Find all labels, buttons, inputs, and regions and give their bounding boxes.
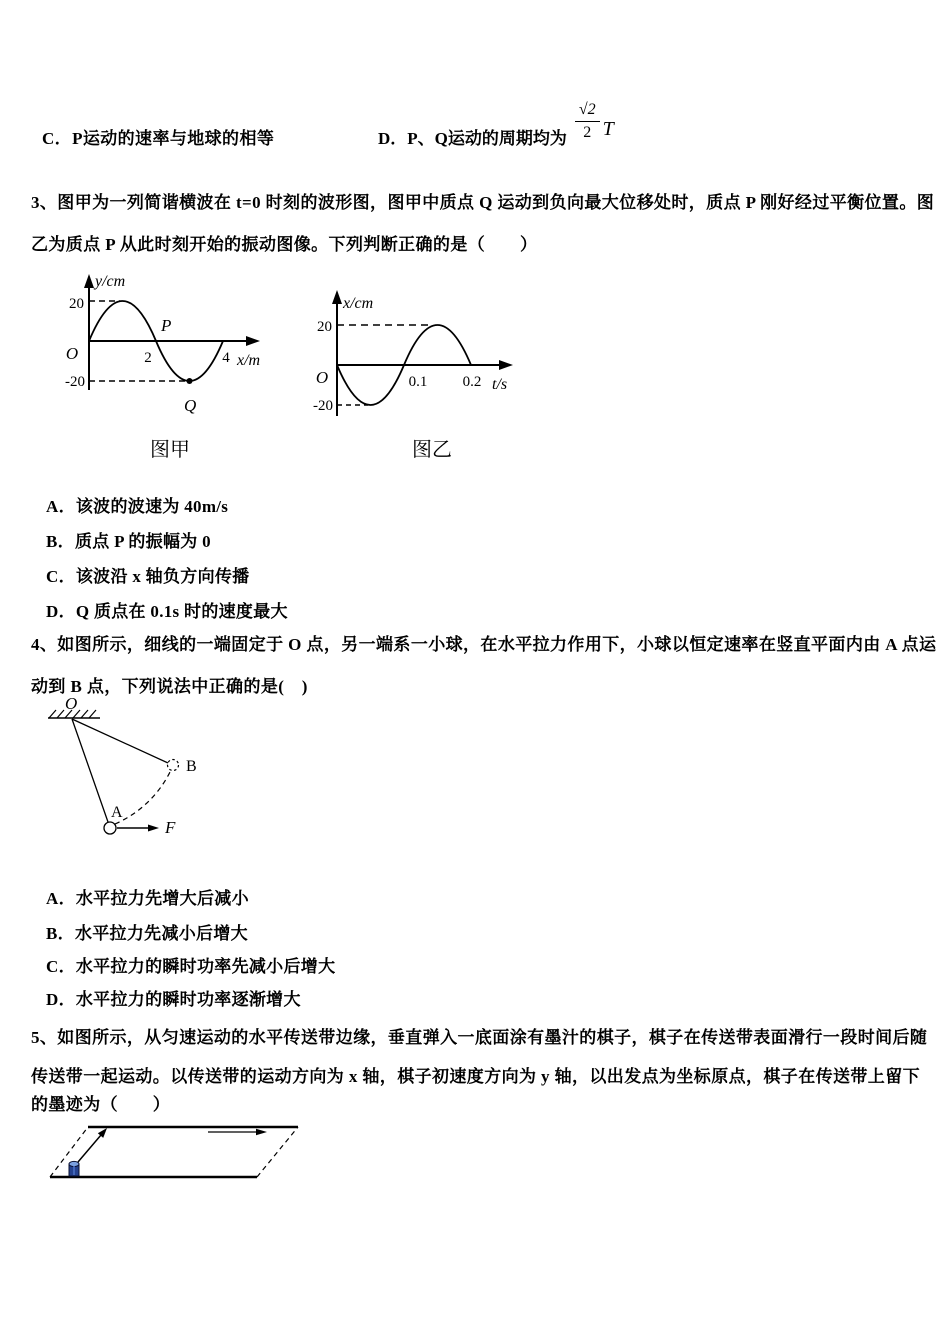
tick-4: 4 bbox=[222, 350, 230, 366]
q4-option-d: D．水平拉力的瞬时功率逐渐增大 bbox=[46, 990, 301, 1009]
chess-piece bbox=[69, 1161, 79, 1176]
tick-20: 20 bbox=[317, 319, 332, 335]
tick-minus20: -20 bbox=[313, 398, 333, 414]
x-axis-label: x/m bbox=[237, 352, 261, 369]
tick-20: 20 bbox=[69, 296, 84, 312]
question5-stem-line2: 传送带一起运动。以传送带的运动方向为 x 轴，棋子初速度方向为 y 轴，以出发点为坐标原点，棋子在传送带上留下 bbox=[31, 1067, 920, 1086]
q4-option-a: A．水平拉力先增大后减小 bbox=[46, 889, 249, 908]
tick-0-2: 0.2 bbox=[462, 374, 482, 390]
fraction-coefficient-T: T bbox=[602, 118, 614, 140]
figure-yi-vibration-graph bbox=[310, 270, 525, 470]
prev-option-d-text: D．P、Q运动的周期均为 bbox=[378, 129, 567, 148]
force-arrow-head-icon bbox=[148, 825, 159, 832]
fraction-numerator: √2 bbox=[575, 100, 600, 122]
q3-option-c: C．该波沿 x 轴负方向传播 bbox=[46, 567, 250, 586]
force-f-label: F bbox=[165, 818, 176, 837]
figure-q5-conveyor-diagram bbox=[45, 1118, 315, 1193]
figure-jia-caption: 图甲 bbox=[150, 439, 190, 461]
point-q-dot bbox=[187, 378, 193, 384]
figure-jia-waveform-graph bbox=[45, 270, 305, 470]
point-a-label: A bbox=[111, 804, 123, 821]
x-axis-arrow-icon bbox=[246, 336, 260, 346]
y-axis-label: y/cm bbox=[95, 273, 126, 290]
initial-velocity-arrow-line bbox=[78, 1135, 101, 1162]
ball-at-a bbox=[104, 822, 116, 834]
q4-option-c: C．水平拉力的瞬时功率先减小后增大 bbox=[46, 957, 336, 976]
y-axis-arrow-icon bbox=[84, 274, 94, 288]
question4-stem-line1: 4、如图所示，细线的一端固定于 O 点，另一端系一小球，在水平拉力作用下，小球以恒定速率在竖直平面内由 A 点运 bbox=[31, 635, 937, 654]
q3-option-b: B．质点 P 的振幅为 0 bbox=[46, 532, 211, 551]
arc-path-a-to-b bbox=[115, 770, 171, 824]
question3-stem-line1: 3、图甲为一列简谐横波在 t=0 时刻的波形图，图甲中质点 Q 运动到负向最大位移处时，质点 P 刚好经过平衡位置。图 bbox=[31, 193, 935, 212]
tick-0-1: 0.1 bbox=[408, 374, 428, 390]
figure-yi-caption: 图乙 bbox=[412, 439, 452, 461]
fraction-sqrt2-over-2 bbox=[575, 100, 600, 143]
prev-option-d bbox=[378, 101, 614, 167]
origin-label: O bbox=[65, 344, 79, 363]
point-q-label: Q bbox=[184, 396, 197, 415]
pivot-o-label: O bbox=[65, 694, 78, 713]
q3-option-a: A．该波的波速为 40m/s bbox=[46, 497, 229, 516]
ball-at-b-dashed bbox=[168, 760, 179, 771]
figure-q4-pendulum-diagram bbox=[45, 694, 245, 848]
tick-2: 2 bbox=[144, 350, 152, 366]
x-axis-label: t/s bbox=[492, 376, 508, 393]
q4-option-b: B．水平拉力先减小后增大 bbox=[46, 924, 248, 943]
y-axis-label: x/cm bbox=[343, 295, 374, 312]
string-to-a bbox=[72, 719, 108, 822]
question4-stem-line2: 动到 B 点，下列说法中正确的是( ) bbox=[31, 677, 308, 696]
point-b-label: B bbox=[186, 758, 197, 775]
question5-stem-line3: 的墨迹为（ ） bbox=[31, 1095, 171, 1114]
y-axis-arrow-icon bbox=[332, 290, 342, 304]
q3-option-d: D．Q 质点在 0.1s 时的速度最大 bbox=[46, 602, 288, 621]
origin-label: O bbox=[315, 368, 329, 387]
question5-stem-line1: 5、如图所示，从匀速运动的水平传送带边缘，垂直弹入一底面涂有墨汁的棋子，棋子在传送带表面滑行一段时间后随 bbox=[31, 1028, 928, 1047]
tick-minus20: -20 bbox=[65, 374, 85, 390]
belt-right-edge-dashed bbox=[257, 1127, 298, 1177]
x-axis-arrow-icon bbox=[499, 360, 513, 370]
string-to-b bbox=[72, 719, 168, 763]
fraction-denominator: 2 bbox=[583, 124, 592, 141]
prev-option-c: C．P运动的速率与地球的相等 bbox=[42, 129, 275, 148]
belt-direction-arrow-head-icon bbox=[256, 1129, 267, 1135]
point-p-label: P bbox=[161, 316, 172, 335]
question3-stem-line2: 乙为质点 P 从此时刻开始的振动图像。下列判断正确的是（ ） bbox=[31, 235, 538, 254]
